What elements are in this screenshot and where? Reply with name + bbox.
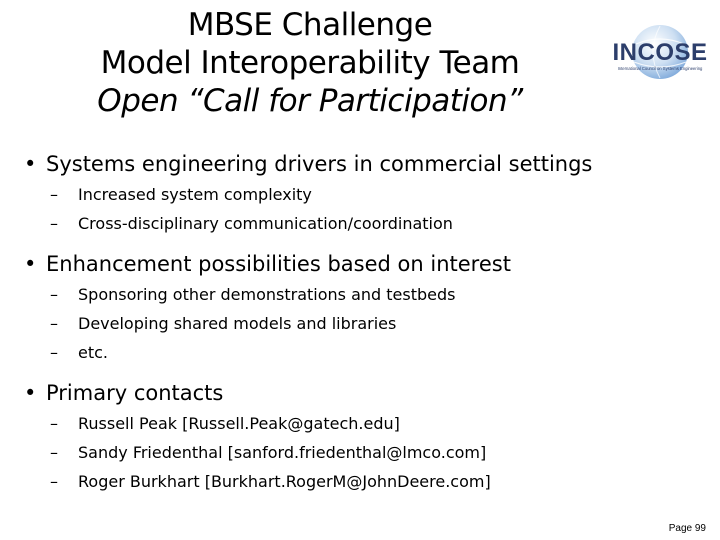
sub-item-text: Cross-disciplinary communication/coordination <box>78 214 453 233</box>
bullet-text: Enhancement possibilities based on interest <box>46 252 511 276</box>
sub-list <box>22 413 712 500</box>
slide-body <box>22 150 712 508</box>
contact-item <box>22 442 712 471</box>
bullet-symbol: • <box>24 381 37 405</box>
dash-symbol: – <box>50 314 58 333</box>
bullet-symbol: • <box>24 252 37 276</box>
dash-symbol: – <box>50 414 58 433</box>
sub-item <box>22 284 712 313</box>
dash-symbol: – <box>50 443 58 462</box>
bullet-item <box>22 150 712 178</box>
contact-text: Russell Peak [Russell.Peak@gatech.edu] <box>78 414 400 433</box>
dash-symbol: – <box>50 214 58 233</box>
contact-text: Roger Burkhart [Burkhart.RogerM@JohnDeere.com] <box>78 472 491 491</box>
bullet-group-enhancements <box>22 250 712 371</box>
sub-item <box>22 184 712 213</box>
dash-symbol: – <box>50 285 58 304</box>
sub-item-text: Developing shared models and libraries <box>78 314 397 333</box>
sub-item <box>22 213 712 242</box>
slide-title <box>60 6 560 120</box>
sub-item <box>22 313 712 342</box>
title-line-1: MBSE Challenge <box>187 7 433 43</box>
contact-text: Sandy Friedenthal [sanford.friedenthal@lmco.com] <box>78 443 487 462</box>
bullet-symbol: • <box>24 152 37 176</box>
dash-symbol: – <box>50 343 58 362</box>
sub-item-text: Increased system complexity <box>78 185 312 204</box>
bullet-text: Primary contacts <box>46 381 224 405</box>
bullet-item <box>22 250 712 278</box>
bullet-group-drivers <box>22 150 712 242</box>
bullet-text: Systems engineering drivers in commercial settings <box>46 152 593 176</box>
logo-tagline: International Council on Systems Engineering <box>617 66 703 71</box>
dash-symbol: – <box>50 472 58 491</box>
bullet-group-contacts <box>22 379 712 500</box>
sub-item <box>22 342 712 371</box>
contact-item <box>22 413 712 442</box>
bullet-item <box>22 379 712 407</box>
sub-item-text: etc. <box>78 343 108 362</box>
logo-wordmark: INCOSE <box>612 39 708 66</box>
page-number: Page 99 <box>668 523 706 534</box>
sub-list <box>22 284 712 371</box>
incose-logo-icon <box>606 22 714 88</box>
contact-item <box>22 471 712 500</box>
title-line-2: Model Interoperability Team <box>100 45 520 81</box>
title-line-3: Open “Call for Participation” <box>97 83 523 119</box>
sub-item-text: Sponsoring other demonstrations and testbeds <box>78 285 456 304</box>
dash-symbol: – <box>50 185 58 204</box>
sub-list <box>22 184 712 242</box>
